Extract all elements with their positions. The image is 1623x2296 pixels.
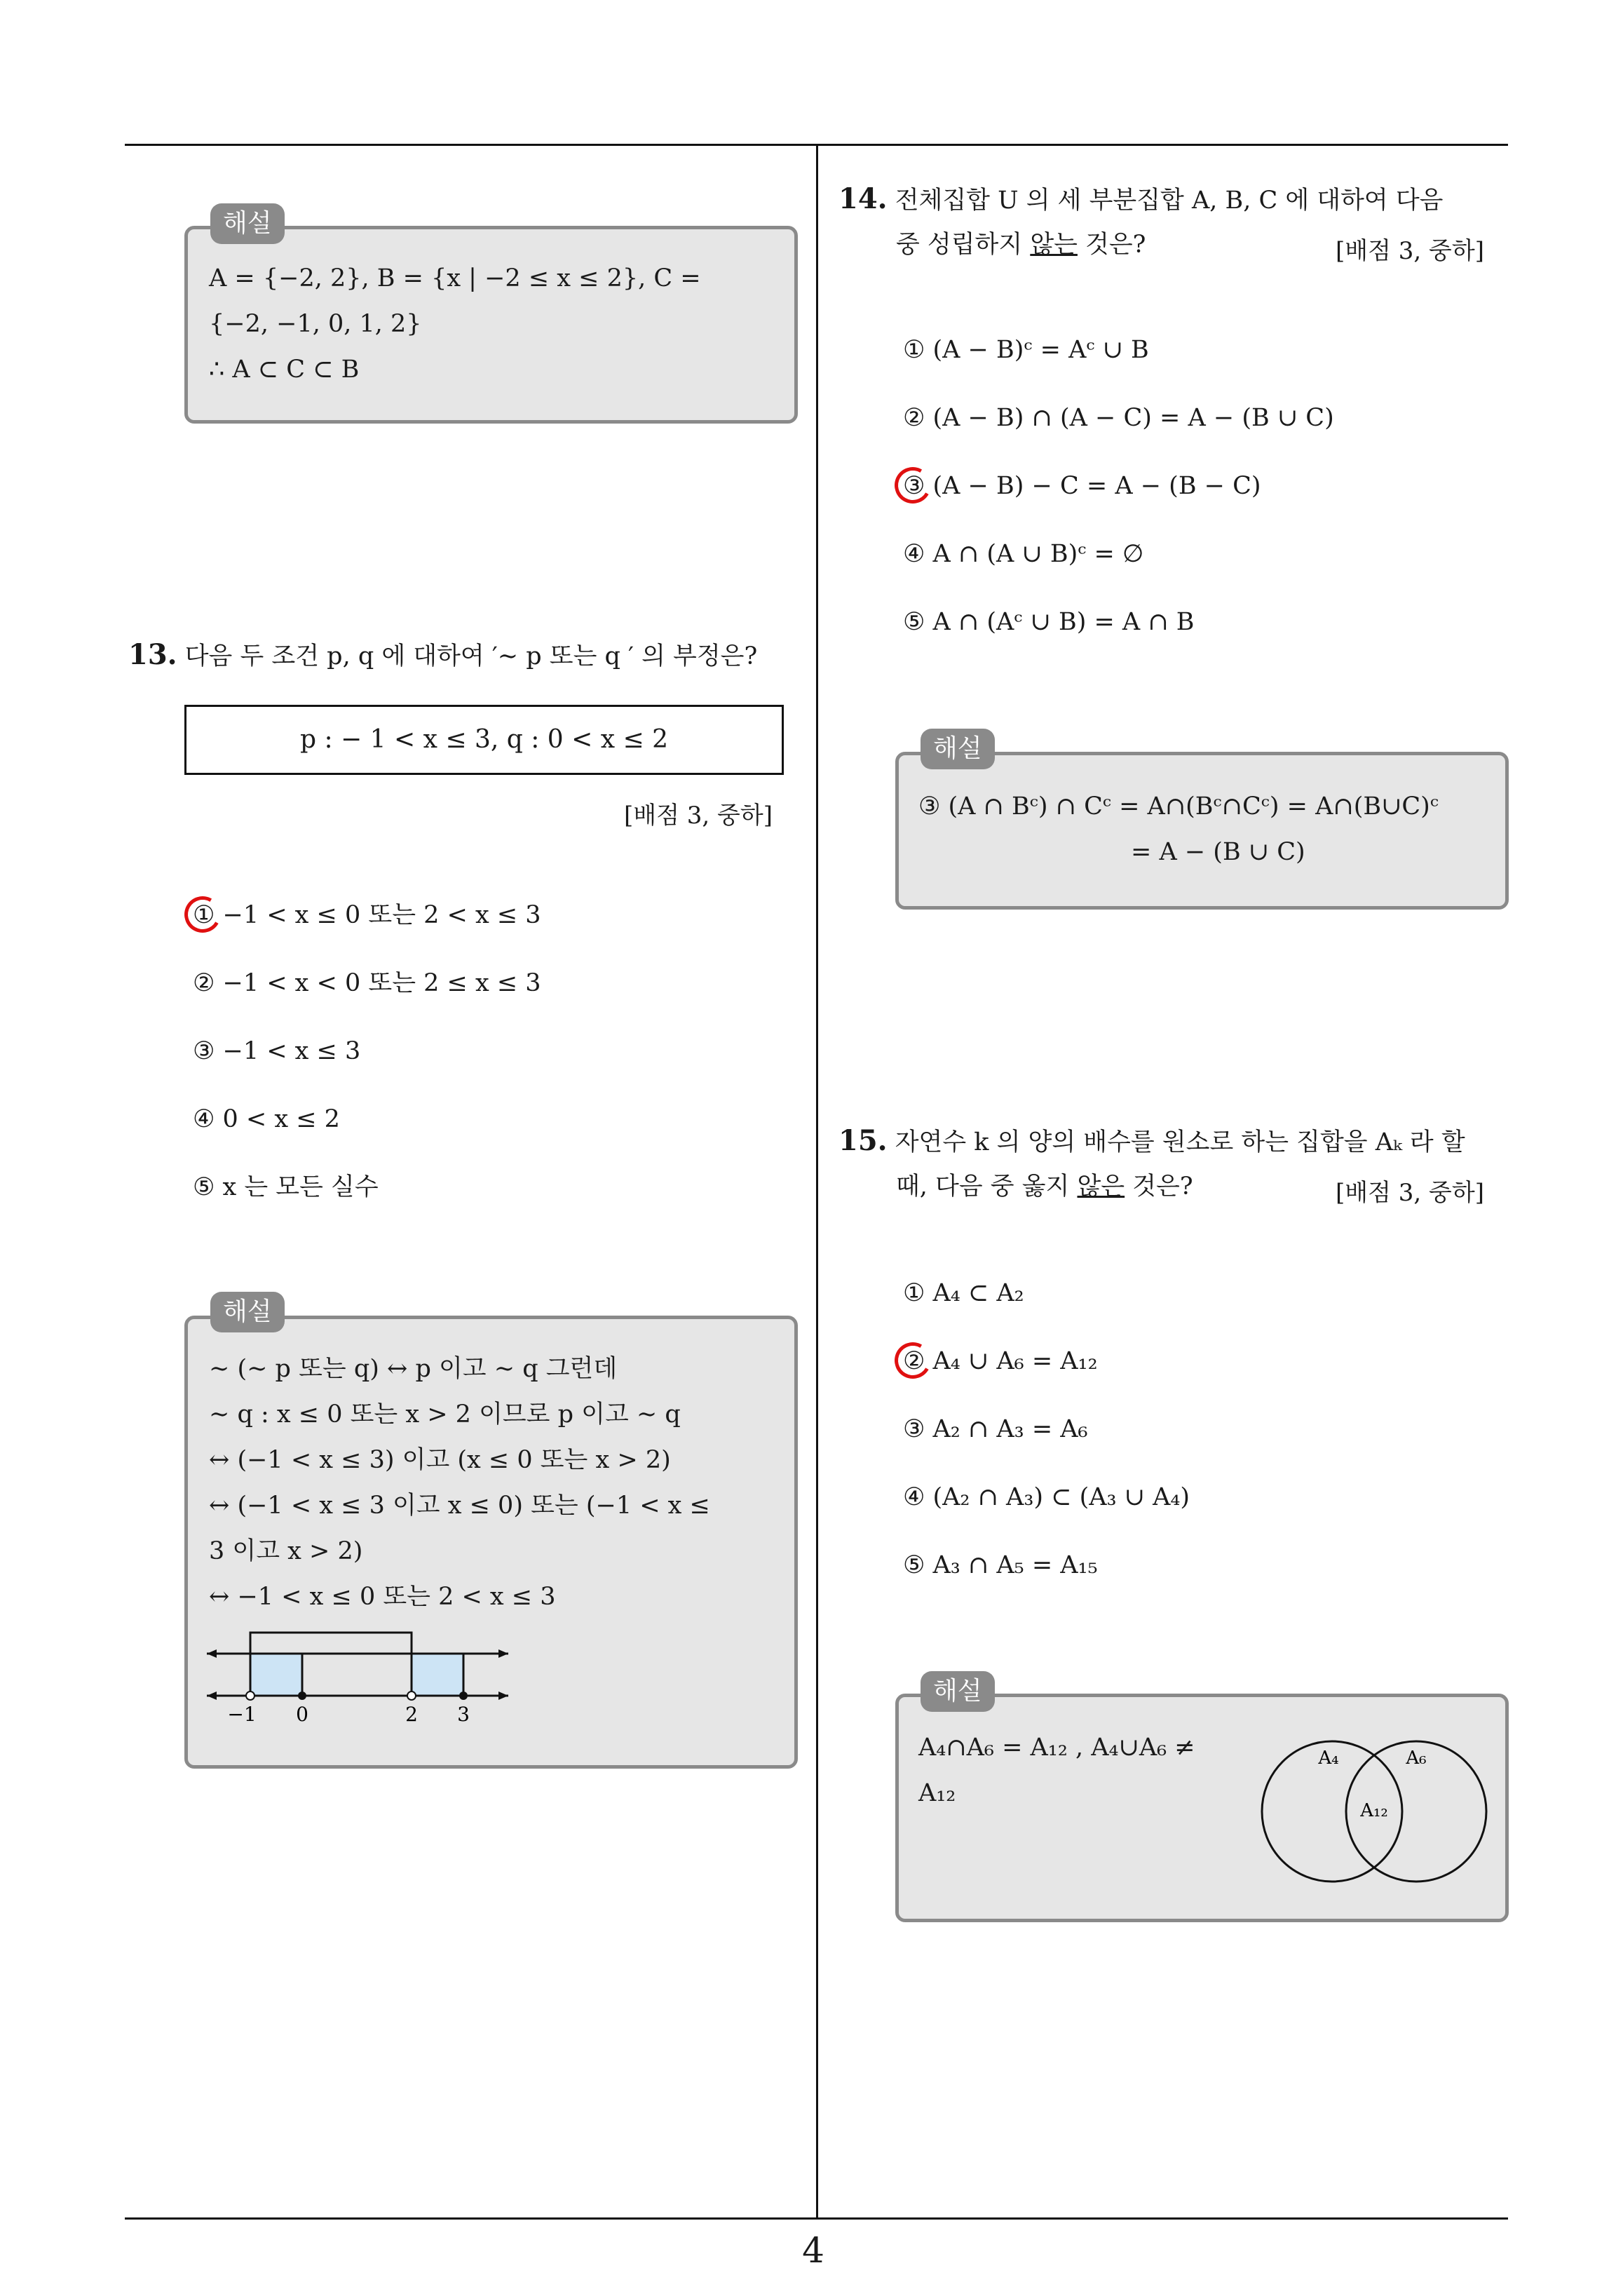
interval-fill-left (250, 1654, 302, 1696)
choice-5[interactable]: ⑤ A ∩ (Aᶜ ∪ B) = A ∩ B (903, 608, 1195, 636)
interval-fill-right (412, 1654, 463, 1696)
question-number: 15. (838, 1124, 888, 1157)
tick-label: 0 (296, 1703, 308, 1725)
tick-label: 2 (405, 1703, 418, 1725)
condition-box: p : − 1 < x ≤ 3, q : 0 < x ≤ 2 (184, 705, 784, 775)
solution-line: ∼ (∼ p 또는 q) ↔ p 이고 ∼ q 그런데 (209, 1355, 618, 1383)
arrow-right-upper (498, 1649, 508, 1658)
choice-2[interactable]: ② −1 < x < 0 또는 2 ≤ x ≤ 3 (193, 969, 541, 997)
tick-label: 3 (457, 1703, 470, 1725)
choice-5[interactable]: ⑤ x 는 모든 실수 (193, 1173, 379, 1201)
question-number: 14. (838, 182, 888, 215)
choice-2[interactable]: ② A₄ ∪ A₆ = A₁₂ (903, 1347, 1098, 1375)
venn-label-right: A₆ (1406, 1748, 1427, 1769)
solution-line: ③ (A ∩ Bᶜ) ∩ Cᶜ = A∩(Bᶜ∩Cᶜ) = A∩(B∪C)ᶜ (918, 792, 1439, 821)
choice-2[interactable]: ② (A − B) ∩ (A − C) = A − (B ∪ C) (903, 404, 1334, 432)
question-text: 것은? (1125, 1173, 1193, 1201)
question-15-line2 (896, 1171, 1193, 1202)
solution-line: ∼ q : x ≤ 0 또는 x > 2 이므로 p 이고 ∼ q (209, 1400, 681, 1429)
page-number: 4 (802, 2230, 824, 2271)
question-13 (128, 640, 757, 672)
solution-line: A₁₂ (918, 1779, 956, 1807)
question-number: 13. (128, 638, 177, 671)
solution-line: ∴ A ⊂ C ⊂ B (209, 356, 360, 384)
solution-box-14 (895, 752, 1509, 910)
choice-4[interactable]: ④ (A₂ ∩ A₃) ⊂ (A₃ ∪ A₄) (903, 1483, 1190, 1511)
choice-1[interactable]: ① (A − B)ᶜ = Aᶜ ∪ B (903, 336, 1149, 364)
question-14-line2 (896, 229, 1146, 260)
open-point (407, 1691, 416, 1700)
open-point (246, 1691, 254, 1700)
closed-point (298, 1691, 306, 1700)
choice-4[interactable]: ④ 0 < x ≤ 2 (193, 1105, 340, 1133)
solution-tag: 해설 (921, 1671, 995, 1712)
number-line-diagram (207, 1620, 515, 1725)
choice-5[interactable]: ⑤ A₃ ∩ A₅ = A₁₅ (903, 1551, 1098, 1579)
question-text: 것은? (1077, 231, 1146, 259)
solution-line: A = {−2, 2}, B = {x | −2 ≤ x ≤ 2}, C = (209, 264, 701, 292)
closed-point (459, 1691, 468, 1700)
solution-tag: 해설 (921, 729, 995, 769)
score-mark: [배점 3, 중하] (1336, 237, 1484, 265)
question-text: 자연수 k 의 양의 배수를 원소로 하는 집합을 Aₖ 라 할 (895, 1128, 1465, 1156)
column-divider (816, 144, 818, 2217)
solution-line: ↔ (−1 < x ≤ 3) 이고 (x ≤ 0 또는 x > 2) (209, 1446, 671, 1474)
solution-line: = A − (B ∪ C) (1131, 838, 1305, 866)
choice-1[interactable]: ① −1 < x ≤ 0 또는 2 < x ≤ 3 (193, 901, 541, 929)
solution-line: 3 이고 x > 2) (209, 1537, 363, 1565)
arrow-right-lower (498, 1691, 508, 1700)
solution-tag: 해설 (210, 1292, 285, 1332)
venn-label-middle: A₁₂ (1360, 1800, 1388, 1821)
choice-3[interactable]: ③ −1 < x ≤ 3 (193, 1037, 361, 1065)
arrow-left-lower (207, 1691, 217, 1700)
choice-3[interactable]: ③ (A − B) − C = A − (B − C) (903, 472, 1261, 500)
solution-line: A₄∩A₆ = A₁₂ , A₄∪A₆ ≠ (918, 1734, 1195, 1762)
score-mark: [배점 3, 중하] (1336, 1179, 1484, 1207)
arrow-left-upper (207, 1649, 217, 1658)
bottom-rule (125, 2217, 1508, 2220)
choice-4[interactable]: ④ A ∩ (A ∪ B)ᶜ = ∅ (903, 540, 1144, 568)
question-15 (838, 1126, 1465, 1158)
underlined-word: 않는 (1030, 231, 1078, 259)
question-text: 다음 두 조건 p, q 에 대하여 ′∼ p 또는 q ′ 의 부정은? (184, 642, 758, 670)
choice-1[interactable]: ① A₄ ⊂ A₂ (903, 1279, 1024, 1307)
question-14 (838, 184, 1443, 216)
tick-label: −1 (227, 1703, 257, 1725)
venn-label-left: A₄ (1318, 1748, 1339, 1769)
solution-line: ↔ −1 < x ≤ 0 또는 2 < x ≤ 3 (209, 1583, 556, 1611)
question-text: 때, 다음 중 옳지 (896, 1173, 1078, 1201)
question-text: 전체집합 U 의 세 부분집합 A, B, C 에 대하여 다음 (895, 187, 1444, 215)
question-text: 중 성립하지 (896, 231, 1031, 259)
solution-line: ↔ (−1 < x ≤ 3 이고 x ≤ 0) 또는 (−1 < x ≤ (209, 1492, 710, 1520)
underlined-word: 않은 (1077, 1173, 1125, 1201)
solution-line: {−2, −1, 0, 1, 2} (209, 310, 422, 338)
venn-diagram (1258, 1729, 1490, 1890)
score-mark: [배점 3, 중하] (624, 802, 773, 830)
solution-tag: 해설 (210, 203, 285, 244)
choice-3[interactable]: ③ A₂ ∩ A₃ = A₆ (903, 1415, 1088, 1443)
